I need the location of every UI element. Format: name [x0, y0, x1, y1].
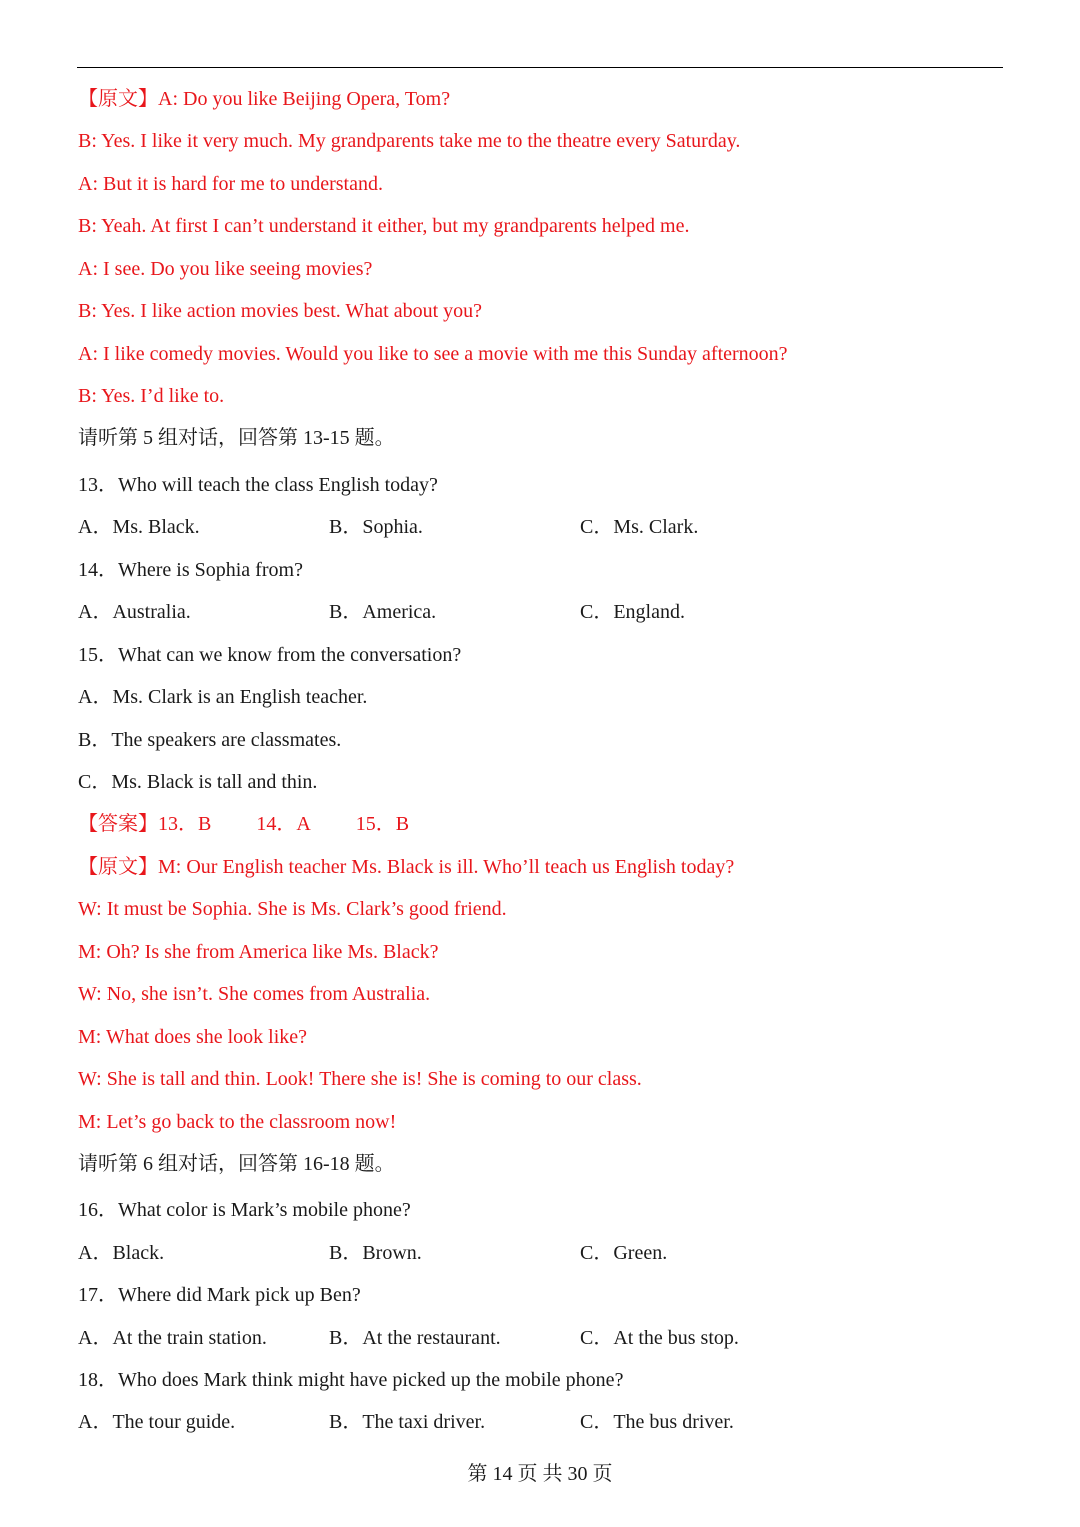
- option-17b: B．At the restaurant.: [329, 1327, 501, 1349]
- question-16: 16．What color is Mark’s mobile phone?: [78, 1199, 411, 1221]
- question-18: 18．Who does Mark think might have picked up the mobile phone?: [78, 1369, 624, 1391]
- option-15b: B．The speakers are classmates.: [78, 729, 342, 751]
- header-rule: [77, 67, 1003, 68]
- section-instruction: 请听第 6 组对话，回答第 16-18 题。: [78, 1153, 395, 1175]
- option-18b: B．The taxi driver.: [329, 1411, 486, 1433]
- section-instruction: 请听第 5 组对话，回答第 13-15 题。: [78, 427, 395, 449]
- page-footer: 第 14 页 共 30 页: [467, 1463, 613, 1485]
- option-13b: B．Sophia.: [329, 516, 423, 538]
- transcript-line: B: Yeah. At first I can’t understand it either, but my grandparents helped me.: [78, 215, 690, 237]
- option-17a: A．At the train station.: [78, 1327, 267, 1349]
- transcript-line: B: Yes. I’d like to.: [78, 385, 225, 407]
- option-16a: A．Black.: [78, 1242, 165, 1264]
- transcript-line: M: What does she look like?: [78, 1026, 308, 1048]
- option-18a: A．The tour guide.: [78, 1411, 236, 1433]
- transcript-line: A: I like comedy movies. Would you like to see a movie with me this Sunday afternoon?: [78, 343, 788, 365]
- answer-tag: 【答案】: [78, 813, 158, 835]
- option-14c: C．England.: [580, 601, 685, 623]
- question-15: 15．What can we know from the conversation?: [78, 644, 462, 666]
- option-16b: B．Brown.: [329, 1242, 422, 1264]
- transcript-line: A: I see. Do you like seeing movies?: [78, 258, 373, 280]
- transcript-line: A: But it is hard for me to understand.: [78, 173, 383, 195]
- question-13: 13．Who will teach the class English today?: [78, 474, 438, 496]
- transcript-line: M: Oh? Is she from America like Ms. Black?: [78, 941, 439, 963]
- question-17: 17．Where did Mark pick up Ben?: [78, 1284, 361, 1306]
- transcript-line: W: She is tall and thin. Look! There she is! She is coming to our class.: [78, 1068, 642, 1090]
- option-14b: B．America.: [329, 601, 437, 623]
- option-15c: C．Ms. Black is tall and thin.: [78, 771, 318, 793]
- transcript-line: M: Let’s go back to the classroom now!: [78, 1111, 397, 1133]
- transcript-line: 【原文】M: Our English teacher Ms. Black is ill. Who’ll teach us English today?: [78, 856, 735, 878]
- option-14a: A．Australia.: [78, 601, 191, 623]
- answer-key: 【答案】13．B 14．A 15．B: [78, 813, 410, 835]
- option-18c: C．The bus driver.: [580, 1411, 734, 1433]
- option-13c: C．Ms. Clark.: [580, 516, 699, 538]
- transcript-tag: 【原文】: [78, 88, 158, 110]
- transcript-line: W: It must be Sophia. She is Ms. Clark’s good friend.: [78, 898, 507, 920]
- option-13a: A．Ms. Black.: [78, 516, 200, 538]
- option-15a: A．Ms. Clark is an English teacher.: [78, 686, 368, 708]
- option-16c: C．Green.: [580, 1242, 668, 1264]
- transcript-tag: 【原文】: [78, 856, 158, 878]
- option-17c: C．At the bus stop.: [580, 1327, 739, 1349]
- transcript-line: 【原文】A: Do you like Beijing Opera, Tom?: [78, 88, 451, 110]
- transcript-line: W: No, she isn’t. She comes from Australia.: [78, 983, 431, 1005]
- transcript-line: B: Yes. I like it very much. My grandparents take me to the theatre every Saturday.: [78, 130, 741, 152]
- question-14: 14．Where is Sophia from?: [78, 559, 303, 581]
- transcript-line: B: Yes. I like action movies best. What about you?: [78, 300, 483, 322]
